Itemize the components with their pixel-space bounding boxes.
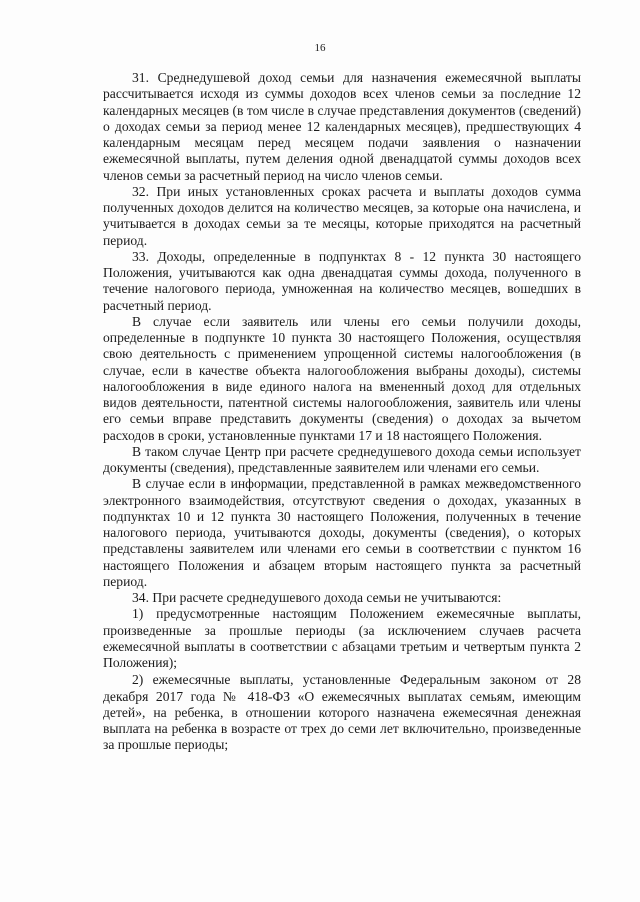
paragraph-33: 33. Доходы, определенные в подпунктах 8 - 12 пункта 30 настоящего Положения, учитываются как одна двенадцатая суммы дохода, полученного в течение налогового периода, умноженная на количество месяцев, вошедших в расчетный период.: [103, 248, 581, 313]
paragraph-33-interagency-info: В случае если в информации, представленной в рамках межведомственного электронного взаимодействия, отсутствуют сведения о доходах, указанных в подпунктах 10 и 12 пункта 30 настоящего Положения, полученных в течение налогового периода, учитываются доходы, документы (сведения), о которых представлены заявителем или членами его семьи в соответствии с пунктом 16 настоящего Положения и абзацем вторым настоящего пункта за расчетный период.: [103, 476, 581, 589]
page-number: 16: [314, 42, 326, 54]
paragraph-34-item-2: 2) ежемесячные выплаты, установленные Федеральным законом от 28 декабря 2017 года № 418-ФЗ «О ежемесячных выплатах семьям, имеющим детей», на ребенка, в отношении которого назначена ежемесячная денежная выплата на ребенка в возрасте от трех до семи лет включительно, произведенные за прошлые периоды;: [103, 672, 581, 753]
paragraph-33-center-calculation: В таком случае Центр при расчете среднедушевого дохода семьи использует документы (сведения), представленные заявителем или членами его семьи.: [103, 443, 581, 475]
paragraph-34-item-1: 1) предусмотренные настоящим Положением ежемесячные выплаты, произведенные за прошлые периоды (за исключением случаев расчета ежемесячной выплаты в соответствии с абзацами третьим и четвертым пункта 2 Положения);: [103, 606, 581, 670]
paragraph-32: 32. При иных установленных сроках расчета и выплаты доходов сумма полученных доходов делится на количество месяцев, за которые она начислена, и учитывается в доходах семьи за те месяцы, которые приходятся на расчетный период.: [103, 183, 581, 248]
paragraph-31: 31. Среднедушевой доход семьи для назначения ежемесячной выплаты рассчитывается исходя из суммы доходов всех членов семьи за последние 12 календарных месяцев (в том числе в случае представления документов (сведений) о доходах семьи за период менее 12 календарных месяцев), предшествующих 4 календарным месяцам перед месяцем подачи заявления о назначении ежемесячной выплаты, путем деления одной двенадцатой суммы доходов всех членов семьи за расчетный период на число членов семьи.: [103, 70, 581, 183]
paragraph-34: 34. При расчете среднедушевого дохода семьи не учитываются:: [132, 590, 502, 605]
document-body: [103, 70, 581, 754]
paragraph-33-simplified-tax: В случае если заявитель или члены его семьи получили доходы, определенные в подпункте 10 пункта 30 настоящего Положения, осуществляя свою деятельность с применением упрощенной системы налогообложения (в случае, если в качестве объекта налогообложения выбраны доходы), системы налогообложения в виде единого налога на вмененный доход для отдельных видов деятельности, патентной системы налогообложения, заявитель или члены его семьи вправе представить документы (сведения) о доходах за вычетом расходов в сроки, установленные пунктами 17 и 18 настоящего Положения.: [103, 313, 581, 443]
